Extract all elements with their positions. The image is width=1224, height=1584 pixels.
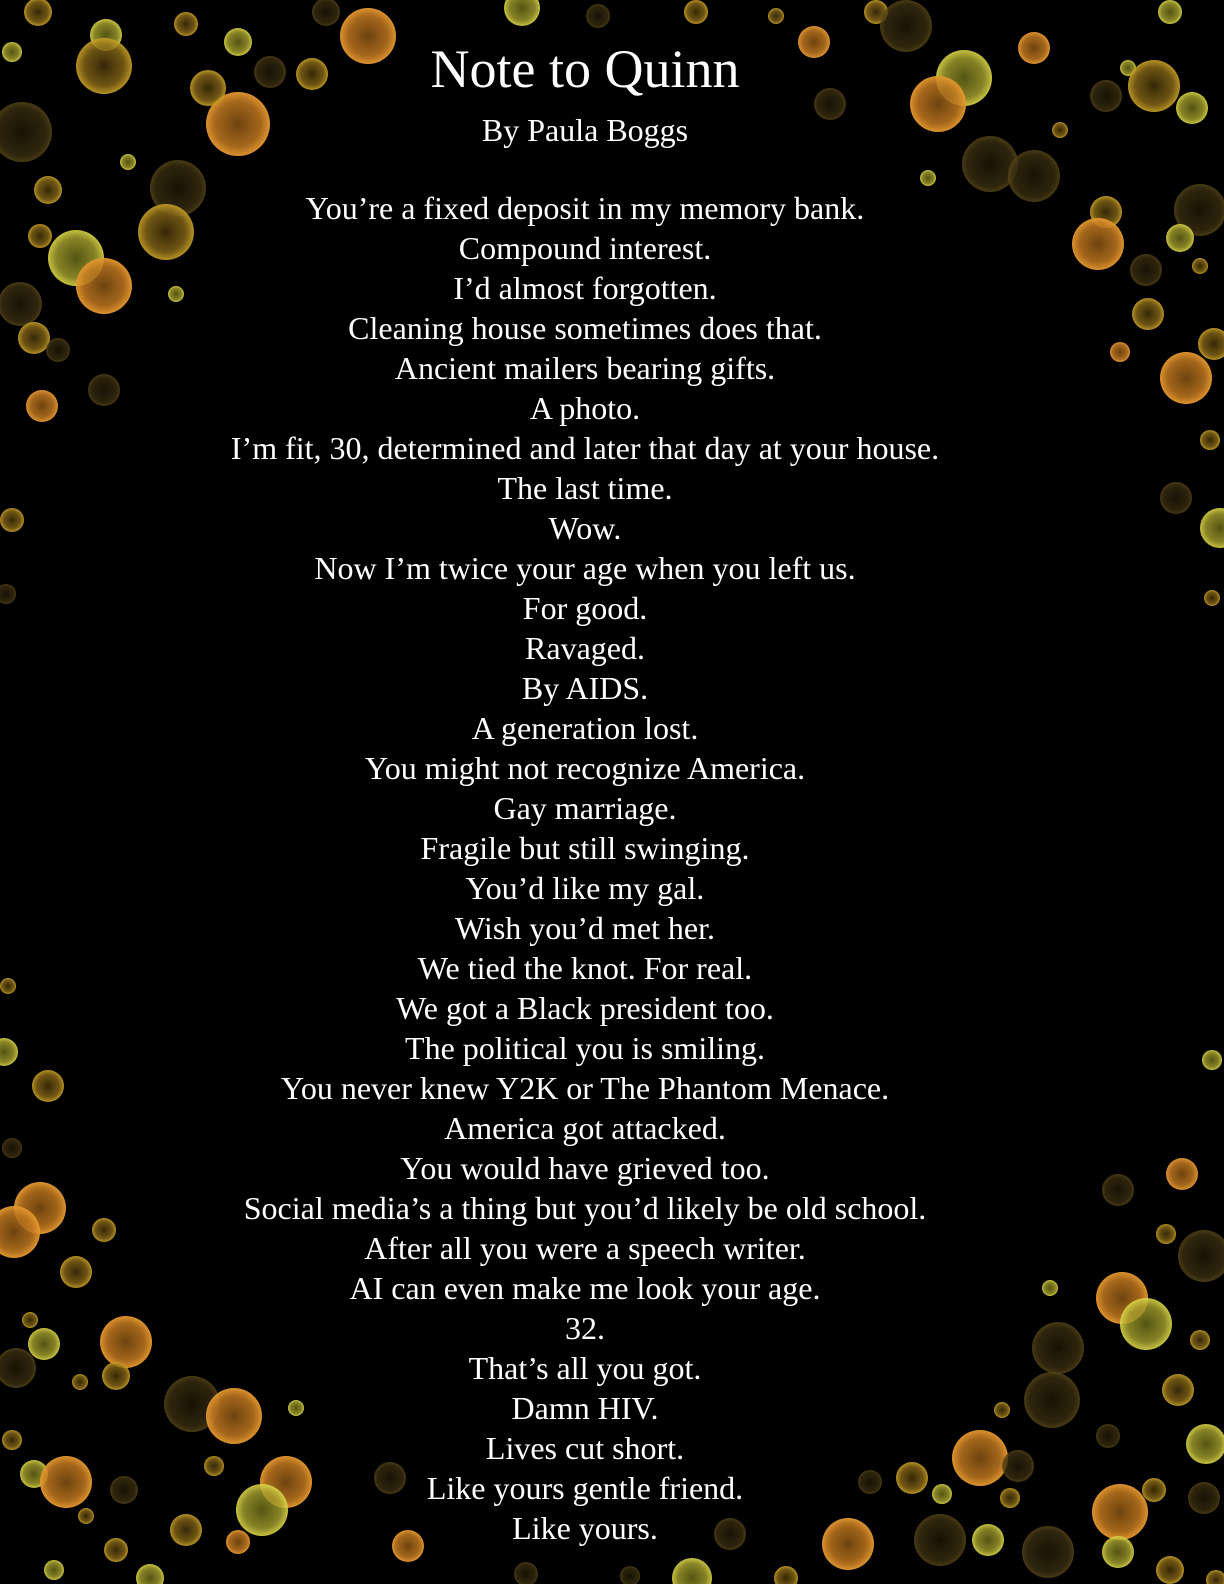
poem-line: Like yours gentle friend. (426, 1470, 744, 1506)
poem-line: We tied the knot. For real. (417, 950, 753, 986)
poem-line: You’d like my gal. (465, 870, 705, 906)
poem-line: The last time. (497, 470, 673, 506)
poem-line: 32. (565, 1310, 605, 1346)
poem-byline: By Paula Boggs (481, 112, 689, 148)
poem-line: You’re a fixed deposit in my memory bank. (305, 190, 865, 226)
poem-line: After all you were a speech writer. (364, 1230, 806, 1266)
poem-line: Wow. (548, 510, 622, 546)
poem-line: Ancient mailers bearing gifts. (394, 350, 776, 386)
poem-line: You might not recognize America. (364, 750, 806, 786)
poem-line: We got a Black president too. (396, 990, 774, 1026)
poem-line: Fragile but still swinging. (420, 830, 750, 866)
poem-lines (0, 188, 1170, 1548)
poem-line: A photo. (529, 390, 641, 426)
poem-line: Damn HIV. (511, 1390, 659, 1426)
poem-line: Gay marriage. (493, 790, 677, 826)
poem-line: AI can even make me look your age. (349, 1270, 821, 1306)
poem-line: Compound interest. (458, 230, 712, 266)
poem-line: By AIDS. (521, 670, 649, 706)
poem-line: America got attacked. (444, 1110, 726, 1146)
poem-line: Ravaged. (525, 630, 645, 666)
poem-line: You never knew Y2K or The Phantom Menace. (280, 1070, 890, 1106)
poem-title: Note to Quinn (430, 39, 740, 99)
poem-line: Now I’m twice your age when you left us. (314, 550, 856, 586)
poem-line: Cleaning house sometimes does that. (348, 310, 822, 346)
poem-line: That’s all you got. (468, 1350, 702, 1386)
poem-line: Lives cut short. (485, 1430, 685, 1466)
poem-line: Wish you’d met her. (455, 910, 715, 946)
poem-line: The political you is smiling. (405, 1030, 765, 1066)
poem-line: Social media’s a thing but you’d likely be old school. (243, 1190, 927, 1226)
poem-line: For good. (522, 590, 648, 626)
poem-line: Like yours. (512, 1510, 658, 1546)
poem-line: I’d almost forgotten. (453, 270, 717, 306)
poem-line: I’m fit, 30, determined and later that day at your house. (230, 430, 940, 466)
poem-line: A generation lost. (471, 710, 699, 746)
poem-line: You would have grieved too. (400, 1150, 770, 1186)
